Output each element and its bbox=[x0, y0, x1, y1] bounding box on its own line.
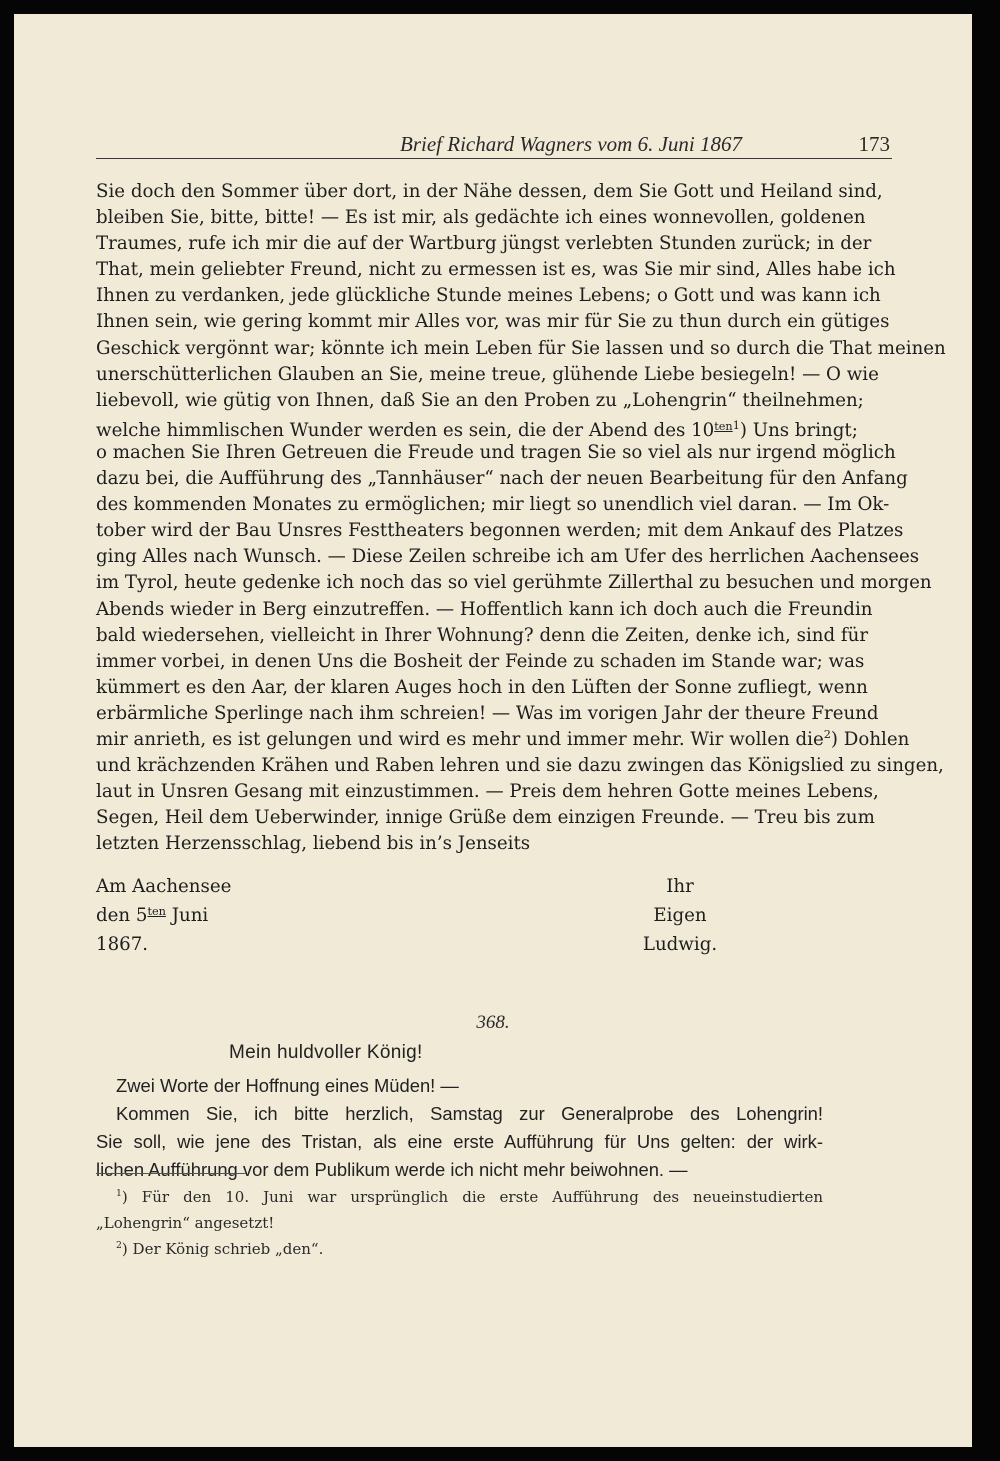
letter-text-line: kümmert es den Aar, der klaren Auges hoch in den Lüften der Sonne zufliegt, wenn bbox=[96, 676, 868, 698]
letter-text-line: unerschütterlichen Glauben an Sie, meine treue, glühende Liebe besiegeln! — O wie bbox=[96, 363, 879, 385]
book-page bbox=[14, 14, 972, 1447]
closing-place-date bbox=[96, 872, 231, 959]
closing-date: den $5^{ten}$ Juni bbox=[96, 904, 209, 926]
letter-text-line: Ihnen sein, wie gering kommt mir Alles vor, was mir für Sie zu thun durch ein gütiges bbox=[96, 311, 890, 333]
signature-line-3: Ludwig. bbox=[642, 934, 718, 955]
letter-text-line: mir anrieth, es ist gelungen und wird es mehr und immer mehr. Wir wollen die$^2$) Dohlen bbox=[96, 727, 910, 750]
salutation: Mein huldvoller König! bbox=[229, 1042, 423, 1063]
closing-place: Am Aachensee bbox=[96, 876, 232, 897]
letter-text-line: tober wird der Bau Unsres Festtheaters begonnen werden; mit dem Ankauf des Platzes bbox=[96, 520, 904, 542]
letter-text-line: letzten Herzensschlag, liebend bis in’s Jenseits bbox=[96, 833, 531, 855]
letter-text-line: und krächzenden Krähen und Raben lehren und sie dazu zwingen das Königslied zu singen, bbox=[96, 755, 944, 777]
letter-number: 368. bbox=[476, 1012, 510, 1033]
signature-block bbox=[640, 872, 720, 959]
letter-text-line: laut in Unsren Gesang mit einzustimmen. — Preis dem hehren Gotte meines Lebens, bbox=[96, 781, 879, 803]
footnote-reference: 1 bbox=[732, 418, 740, 432]
closing-year: 1867. bbox=[96, 934, 149, 955]
running-head-title: Brief Richard Wagners vom 6. Juni 1867 bbox=[400, 132, 742, 156]
letter-text-line: Abends wieder in Berg einzutreffen. — Hoffentlich kann ich doch auch die Freundin bbox=[96, 598, 873, 620]
footnote-2: $^2$) Der König schrieb „den“. bbox=[116, 1240, 324, 1258]
letter-text-line: dazu bei, die Aufführung des „Tannhäuser“ nach der neuen Bearbeitung für den Anfang bbox=[96, 468, 908, 490]
letter-text-line: liebevoll, wie gütig von Ihnen, daß Sie an den Proben zu „Lohengrin“ theilnehmen; bbox=[96, 389, 864, 411]
letter-text-line: Ihnen zu verdanken, jede glückliche Stunde meines Lebens; o Gott und was kann ich bbox=[96, 285, 881, 307]
letter-text-line: erbärmliche Sperlinge nach ihm schreien! — Was im vorigen Jahr der theure Freund bbox=[96, 702, 879, 724]
letter-text-line: Traumes, rufe ich mir die auf der Wartburg jüngst verlebten Stunden zurück; in der bbox=[96, 233, 872, 255]
letter-368-body bbox=[96, 1072, 823, 1184]
page-number: 173 bbox=[858, 132, 890, 156]
signature-line-1: Ihr bbox=[666, 876, 694, 897]
letter-text-line: bleiben Sie, bitte, bitte! — Es ist mir, als gedächte ich eines wonnevollen, goldenen bbox=[96, 207, 866, 229]
letter-text-line: bald wiedersehen, vielleicht in Ihrer Wohnung? denn die Zeiten, denke ich, sind für bbox=[96, 624, 869, 646]
letter-text-line: That, mein geliebter Freund, nicht zu ermessen ist es, was Sie mir sind, Alles habe ich bbox=[96, 259, 896, 281]
letter-368-line: Kommen Sie, ich bitte herzlich, Samstag zur Generalprobe des Lohengrin! bbox=[116, 1103, 823, 1124]
letter-text-line: Segen, Heil dem Ueberwinder, innige Grüße dem einzigen Freunde. — Treu bis zum bbox=[96, 807, 875, 829]
footnote-1-line-2: „Lohengrin“ angesetzt! bbox=[96, 1214, 275, 1232]
letter-text-line: Geschick vergönnt war; könnte ich mein Leben für Sie lassen und so durch die That meinen bbox=[96, 337, 946, 359]
letter-text-line: immer vorbei, in denen Uns die Bosheit der Feinde zu schaden im Stande war; was bbox=[96, 650, 865, 672]
letter-368-line: lichen Aufführung vor dem Publikum werde ich nicht mehr beiwohnen. — bbox=[96, 1159, 688, 1180]
footnote-reference: 2 bbox=[823, 727, 831, 741]
letter-text-line: o machen Sie Ihren Getreuen die Freude und tragen Sie so viel als nur irgend möglich bbox=[96, 441, 896, 463]
letter-body bbox=[96, 179, 946, 857]
letter-text-line: ging Alles nach Wunsch. — Diese Zeilen schreibe ich am Ufer des herrlichen Aachensees bbox=[96, 546, 920, 568]
footnote-rule bbox=[96, 1173, 246, 1174]
letter-text-line: Sie doch den Sommer über dort, in der Nähe dessen, dem Sie Gott und Heiland sind, bbox=[96, 181, 883, 202]
letter-text-line: im Tyrol, heute gedenke ich noch das so viel gerühmte Zillerthal zu besuchen und morgen bbox=[96, 572, 932, 594]
letter-text-line: welche himmlischen Wunder werden es sein, die der Abend des $10^{ten1}$) Uns bringt; bbox=[96, 418, 858, 442]
footnotes bbox=[96, 1184, 823, 1262]
letter-text-line: des kommenden Monates zu ermöglichen; mir liegt so unendlich viel daran. — Im Ok- bbox=[96, 494, 890, 516]
running-head bbox=[96, 128, 892, 159]
letter-368-line: Zwei Worte der Hoffnung eines Müden! — bbox=[116, 1075, 459, 1096]
footnote-1-line-1: $^1$) Für den 10. Juni war ursprünglich die erste Aufführung des neueinstudierten bbox=[116, 1188, 823, 1206]
signature-line-2: Eigen bbox=[653, 905, 707, 926]
letter-368-line: Sie soll, wie jene des Tristan, als eine erste Aufführung für Uns gelten: der wirk- bbox=[96, 1131, 823, 1152]
